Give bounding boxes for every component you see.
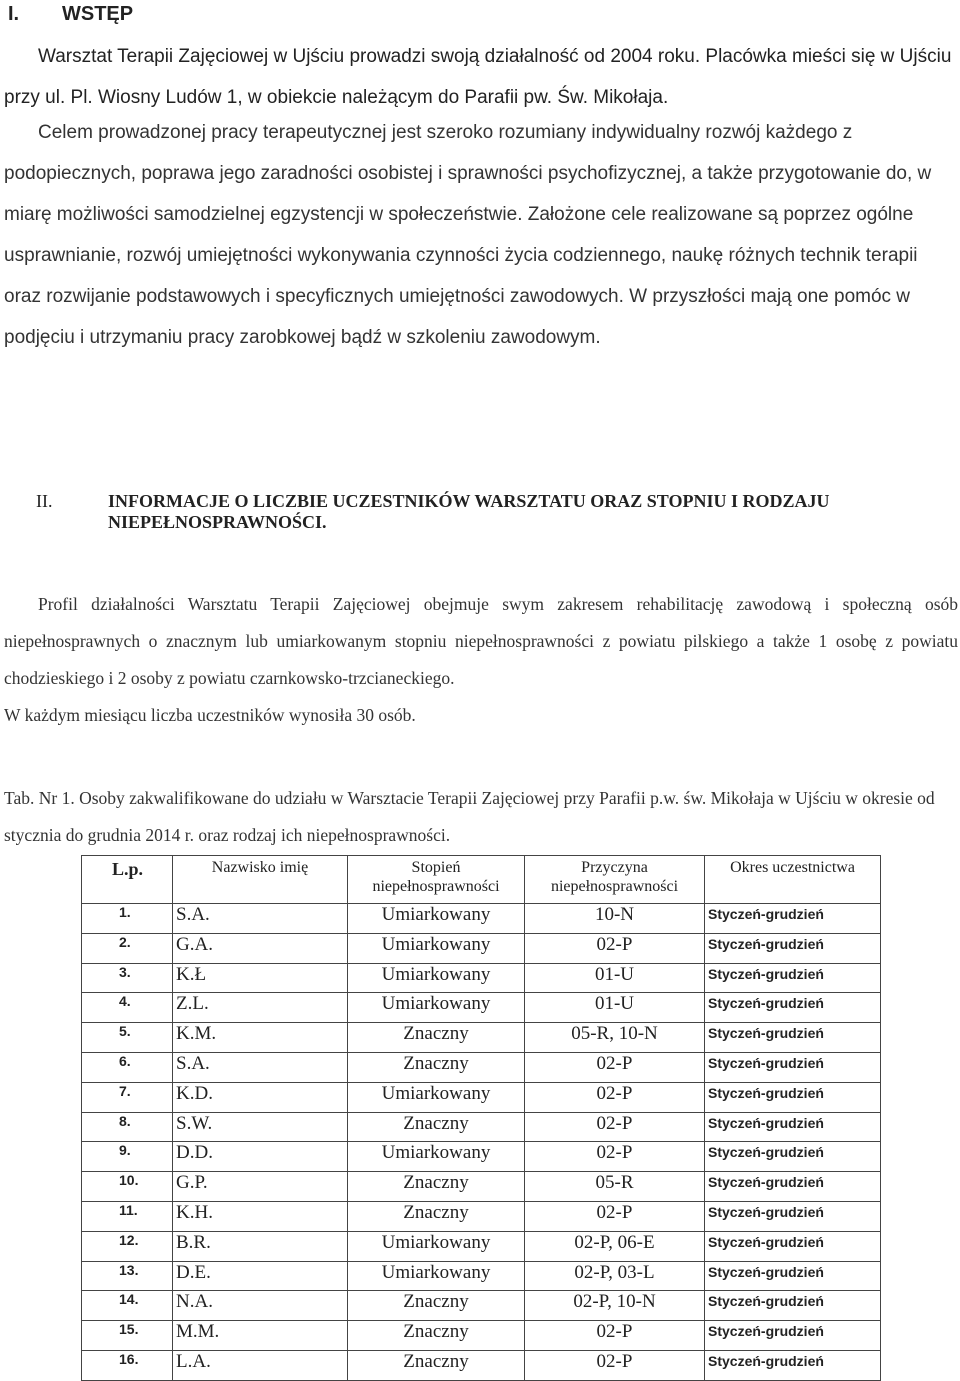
table-row <box>82 1261 881 1291</box>
row-cause: 02-P <box>525 1350 705 1380</box>
row-lp: 16. <box>82 1350 173 1380</box>
row-cause: 02-P <box>525 933 705 963</box>
row-name: K.H. <box>173 1201 348 1231</box>
row-name: K.M. <box>173 1023 348 1053</box>
row-period: Styczeń-grudzień <box>705 1321 881 1351</box>
table-row <box>82 993 881 1023</box>
profile-paragraph-text: Profil działalności Warsztatu Terapii Zajęciowej obejmuje swym zakresem rehabilitację zawodową i społeczną osób niepełnosprawnych o znacznym lub umiarkowanym stopniu niepełnosprawności z powiatu pilskiego a także 1 osobę z powiatu chodzieskiego i 2 osoby z powiatu czarnkowsko-trzcianeckiego. <box>4 594 958 688</box>
section-2-number: II. <box>36 491 53 511</box>
table-row <box>82 1172 881 1202</box>
row-period: Styczeń-grudzień <box>705 1201 881 1231</box>
row-lp: 13. <box>82 1261 173 1291</box>
row-name: N.A. <box>173 1291 348 1321</box>
row-lp: 15. <box>82 1321 173 1351</box>
row-degree: Znaczny <box>348 1023 525 1053</box>
table-row <box>82 1291 881 1321</box>
row-name: D.D. <box>173 1142 348 1172</box>
row-lp: 10. <box>82 1172 173 1202</box>
row-name: M.M. <box>173 1321 348 1351</box>
row-cause: 02-P <box>525 1082 705 1112</box>
row-degree: Umiarkowany <box>348 904 525 934</box>
row-lp: 5. <box>82 1023 173 1053</box>
header-name: Nazwisko imię <box>173 856 348 904</box>
row-cause: 02-P <box>525 1321 705 1351</box>
row-period: Styczeń-grudzień <box>705 993 881 1023</box>
row-period: Styczeń-grudzień <box>705 933 881 963</box>
row-cause: 05-R <box>525 1172 705 1202</box>
row-name: S.A. <box>173 1052 348 1082</box>
row-period: Styczeń-grudzień <box>705 1261 881 1291</box>
header-degree-line1: Stopień <box>411 859 461 876</box>
header-degree <box>348 856 525 904</box>
row-cause: 02-P <box>525 1052 705 1082</box>
participants-table <box>81 855 881 1381</box>
header-lp: L.p. <box>82 856 173 904</box>
table-row <box>82 1023 881 1053</box>
intro-paragraph: Warsztat Terapii Zajęciowej w Ujściu prowadzi swoją działalność od 2004 roku. Placówka mieści się w Ujściu przy ul. Pl. Wiosny Ludów 1, w obiekcie należącym do Parafii pw. Św. Mikołaja. <box>4 46 952 108</box>
table-caption: Tab. Nr 1. Osoby zakwalifikowane do udziału w Warsztacie Terapii Zajęciowej przy Parafii p.w. św. Mikołaja w Ujściu w okresie od stycznia do grudnia 2014 r. oraz rodzaj ich niepełnosprawności. <box>4 788 935 845</box>
table-row <box>82 1082 881 1112</box>
row-period: Styczeń-grudzień <box>705 963 881 993</box>
row-lp: 14. <box>82 1291 173 1321</box>
row-degree: Umiarkowany <box>348 1142 525 1172</box>
row-lp: 1. <box>82 904 173 934</box>
row-period: Styczeń-grudzień <box>705 1052 881 1082</box>
row-degree: Umiarkowany <box>348 933 525 963</box>
header-degree-line2: niepełnosprawności <box>372 878 500 895</box>
row-degree: Znaczny <box>348 1112 525 1142</box>
row-period: Styczeń-grudzień <box>705 1112 881 1142</box>
row-period: Styczeń-grudzień <box>705 1291 881 1321</box>
row-degree: Znaczny <box>348 1172 525 1202</box>
row-cause: 02-P, 03-L <box>525 1261 705 1291</box>
row-degree: Umiarkowany <box>348 1261 525 1291</box>
table-row <box>82 1052 881 1082</box>
header-cause-line1: Przyczyna <box>581 859 648 876</box>
row-degree: Znaczny <box>348 1052 525 1082</box>
section-1-title: WSTĘP <box>62 3 134 25</box>
row-cause: 05-R, 10-N <box>525 1023 705 1053</box>
row-lp: 7. <box>82 1082 173 1112</box>
row-period: Styczeń-grudzień <box>705 1350 881 1380</box>
row-degree: Umiarkowany <box>348 993 525 1023</box>
table-header-row <box>82 856 881 904</box>
row-cause: 02-P <box>525 1201 705 1231</box>
row-name: D.E. <box>173 1261 348 1291</box>
table-row <box>82 963 881 993</box>
table-row <box>82 1112 881 1142</box>
header-cause <box>525 856 705 904</box>
table-row <box>82 904 881 934</box>
table-row <box>82 933 881 963</box>
row-name: K.D. <box>173 1082 348 1112</box>
row-degree: Znaczny <box>348 1321 525 1351</box>
row-lp: 11. <box>82 1201 173 1231</box>
table-row <box>82 1231 881 1261</box>
row-lp: 9. <box>82 1142 173 1172</box>
row-lp: 8. <box>82 1112 173 1142</box>
row-lp: 4. <box>82 993 173 1023</box>
header-period: Okres uczestnictwa <box>705 856 881 904</box>
row-name: S.A. <box>173 904 348 934</box>
goals-paragraph: Celem prowadzonej pracy terapeutycznej jest szeroko rozumiany indywidualny rozwój każdego z podopiecznych, poprawa jego zaradności osobistej i sprawności psychofizycznej, a także przygotowanie do, w miarę możliwości samodzielnej egzystencji w społeczeństwie. Założone cele realizowane są poprzez ogólne usprawnianie, rozwój umiejętności wykonywania czynności życia codziennego, naukę różnych technik terapii oraz rozwijanie podstawowych i specyficznych umiejętności zawodowych. W przyszłości mają one pomóc w podjęciu i utrzymaniu pracy zarobkowej bądź w szkoleniu zawodowym. <box>4 122 932 348</box>
row-degree: Umiarkowany <box>348 963 525 993</box>
row-name: Z.L. <box>173 993 348 1023</box>
row-name: G.P. <box>173 1172 348 1202</box>
section-2-title: INFORMACJE O LICZBIE UCZESTNIKÓW WARSZTATU ORAZ STOPNIU I RODZAJU NIEPEŁNOSPRAWNOŚCI. <box>108 491 830 532</box>
row-lp: 6. <box>82 1052 173 1082</box>
row-name: L.A. <box>173 1350 348 1380</box>
row-cause: 02-P <box>525 1112 705 1142</box>
profile-paragraph <box>4 586 958 734</box>
row-name: B.R. <box>173 1231 348 1261</box>
row-name: S.W. <box>173 1112 348 1142</box>
row-period: Styczeń-grudzień <box>705 904 881 934</box>
table-row <box>82 1321 881 1351</box>
row-cause: 02-P, 06-E <box>525 1231 705 1261</box>
table-row <box>82 1201 881 1231</box>
row-cause: 02-P, 10-N <box>525 1291 705 1321</box>
row-cause: 01-U <box>525 993 705 1023</box>
row-degree: Znaczny <box>348 1350 525 1380</box>
row-period: Styczeń-grudzień <box>705 1172 881 1202</box>
table-row <box>82 1350 881 1380</box>
section-1-number: I. <box>8 3 20 25</box>
row-period: Styczeń-grudzień <box>705 1231 881 1261</box>
participants-count-text: W każdym miesiącu liczba uczestników wynosiła 30 osób. <box>4 705 416 725</box>
row-cause: 10-N <box>525 904 705 934</box>
row-degree: Umiarkowany <box>348 1231 525 1261</box>
row-cause: 01-U <box>525 963 705 993</box>
row-name: K.Ł <box>173 963 348 993</box>
row-period: Styczeń-grudzień <box>705 1082 881 1112</box>
row-lp: 2. <box>82 933 173 963</box>
row-lp: 12. <box>82 1231 173 1261</box>
row-period: Styczeń-grudzień <box>705 1142 881 1172</box>
header-cause-line2: niepełnosprawności <box>550 878 679 895</box>
row-period: Styczeń-grudzień <box>705 1023 881 1053</box>
row-lp: 3. <box>82 963 173 993</box>
row-degree: Znaczny <box>348 1291 525 1321</box>
row-degree: Znaczny <box>348 1201 525 1231</box>
row-degree: Umiarkowany <box>348 1082 525 1112</box>
table-row <box>82 1142 881 1172</box>
row-name: G.A. <box>173 933 348 963</box>
row-cause: 02-P <box>525 1142 705 1172</box>
